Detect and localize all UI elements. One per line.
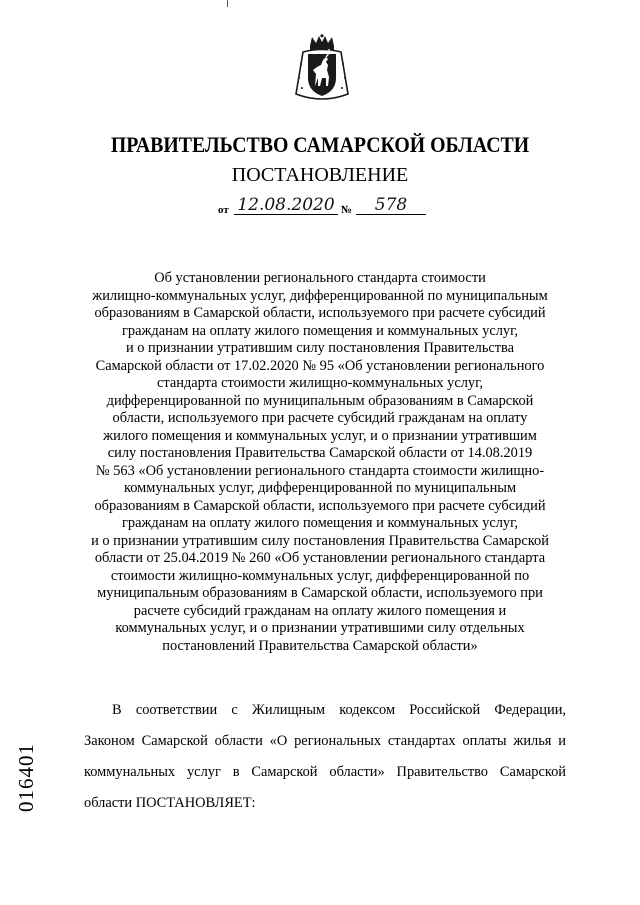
scan-artifact xyxy=(227,0,228,7)
document-type: ПОСТАНОВЛЕНИЕ xyxy=(231,164,409,186)
government-title: ПРАВИТЕЛЬСТВО САМАРСКОЙ ОБЛАСТИ xyxy=(110,132,530,157)
subject-line: образованиям в Самарской области, используемого при расчете субсидий xyxy=(94,497,546,514)
subject-line: области, используемого при расчете субсидий гражданам на оплату xyxy=(112,410,528,426)
body-line: области ПОСТАНОВЛЯЕТ: xyxy=(84,795,256,811)
subject-line: жилого помещения и коммунальных услуг, и о признании утратившим xyxy=(103,427,537,444)
subject-line: стандарта стоимости жилищно-коммунальных услуг, xyxy=(157,375,483,391)
body-line: Законом Самарской области «О региональных стандартах оплаты жилья и xyxy=(84,733,566,749)
date-prefix: от xyxy=(218,204,229,216)
subject-line: постановлений Правительства Самарской области» xyxy=(162,637,478,654)
resolution-subject xyxy=(60,270,580,655)
subject-line: Об установлении регионального стандарта стоимости xyxy=(154,270,486,286)
subject-line: гражданам на оплату жилого помещения и коммунальных услуг, xyxy=(121,322,518,339)
subject-line: расчете субсидий гражданам на оплату жилого помещения и xyxy=(133,602,507,619)
subject-line: силу постановления Правительства Самарской области от 14.08.2019 xyxy=(107,445,533,461)
handwritten-number: 578 xyxy=(356,196,426,215)
body-line: В соответствии с Жилищным кодексом Российской Федерации, xyxy=(112,702,566,718)
subject-line: дифференцированной по муниципальным образованиям в Самарской xyxy=(106,392,534,409)
subject-line: области от 25.04.2019 № 260 «Об установлении регионального стандарта xyxy=(94,550,546,566)
preamble-paragraph xyxy=(84,695,566,819)
subject-line: Самарской области от 17.02.2020 № 95 «Об установлении регионального xyxy=(95,357,545,374)
document-serial-number: 016401 xyxy=(14,743,38,812)
subject-line: № 563 «Об установлении регионального стандарта стоимости жилищно- xyxy=(95,462,545,479)
subject-line: гражданам на оплату жилого помещения и коммунальных услуг, xyxy=(121,515,518,531)
date-number-line xyxy=(218,196,438,218)
body-line: коммунальных услуг в Самарской области» Правительство Самарской xyxy=(84,764,566,780)
subject-line: коммунальных услуг, и о признании утратившими силу отдельных xyxy=(115,620,525,636)
subject-line: образованиям в Самарской области, используемого при расчете субсидий xyxy=(94,305,546,321)
subject-line: и о признании утратившим силу постановления Правительства xyxy=(125,340,515,356)
subject-line: и о признании утратившим силу постановления Правительства Самарской xyxy=(91,532,549,549)
subject-line: стоимости жилищно-коммунальных услуг, дифференцированной по xyxy=(110,567,530,584)
subject-line: муниципальным образованиям в Самарской области, используемого при xyxy=(97,585,543,601)
subject-line: коммунальных услуг, дифференцированной по муниципальным xyxy=(123,480,517,496)
coat-of-arms-icon xyxy=(293,34,351,104)
subject-line: жилищно-коммунальных услуг, дифференцированной по муниципальным xyxy=(92,287,548,304)
number-prefix: № xyxy=(341,204,353,216)
handwritten-date: 12.08.2020 xyxy=(234,196,338,215)
